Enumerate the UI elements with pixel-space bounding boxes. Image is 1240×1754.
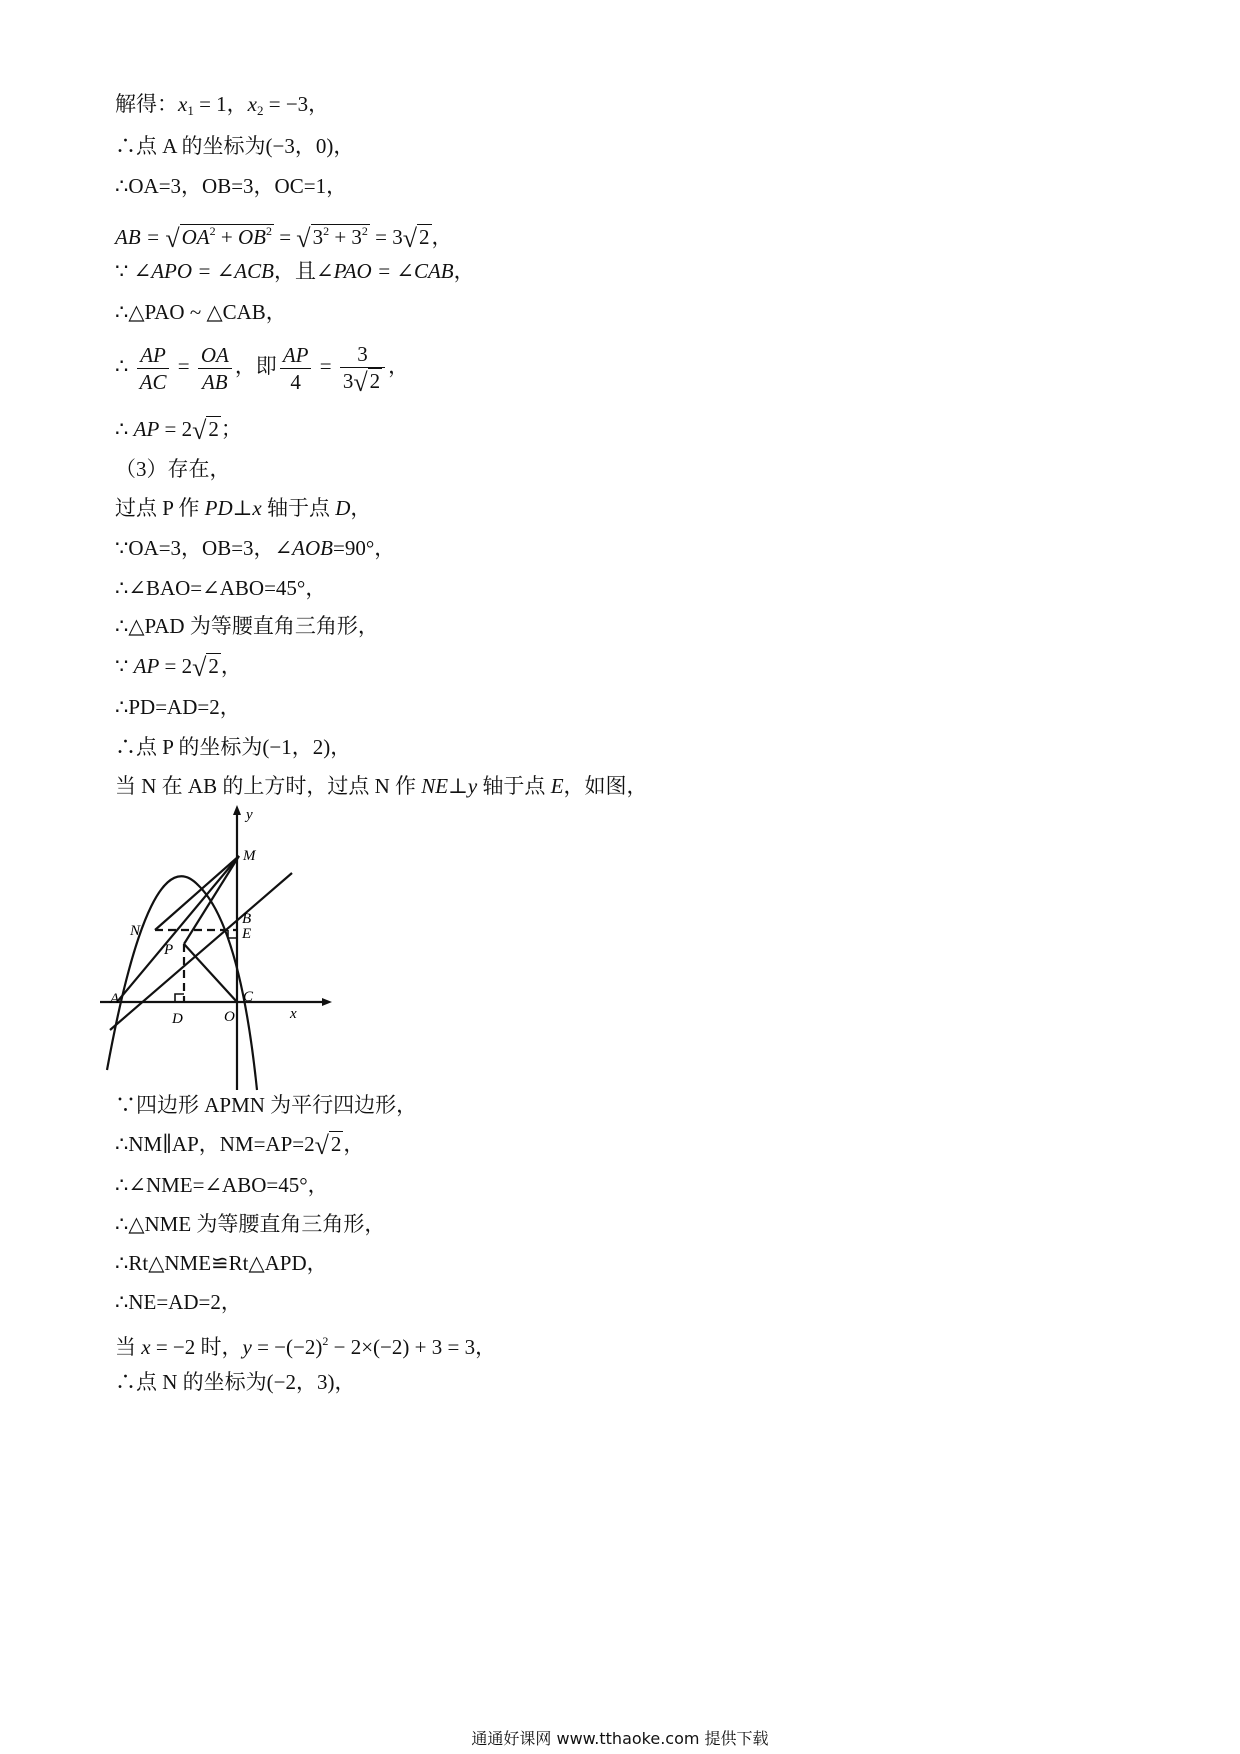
label-p: P bbox=[164, 942, 174, 958]
line-point-a: ∴点 A 的坐标为(−3，0)， bbox=[115, 134, 355, 158]
segment-po bbox=[184, 944, 237, 1002]
line-isosceles-nme: ∴△NME 为等腰直角三角形， bbox=[115, 1212, 386, 1236]
label-x: x bbox=[290, 1006, 297, 1022]
line-solve-roots: 解得：$x_1 = 1$，$x_2 = -3$， bbox=[115, 92, 330, 118]
footer-source: 通通好课网 www.tthaoke.com 提供下载 bbox=[471, 1729, 769, 1748]
line-ratio: ∴ $\frac{AP}{AC}$ = $\frac{OA}{AB}$ ，即 $\frac{AP}{4}$ = $\frac{3}{3√2}$ ， bbox=[115, 341, 410, 397]
line-right-angle: ∵OA=3，OB=3，∠AOB=90°， bbox=[115, 536, 396, 560]
line-nme-45: ∴∠NME=∠ABO=45°， bbox=[115, 1173, 329, 1197]
line-point-n: ∴点 N 的坐标为(−2，3)， bbox=[115, 1370, 356, 1394]
line-ab bbox=[110, 873, 292, 1030]
parabola-curve bbox=[107, 876, 257, 1090]
line-nm-ap: ∴NM∥AP，NM=AP=2√2， bbox=[115, 1131, 365, 1160]
line-angle-equal: ∵ ∠APO = ∠ACB，且∠PAO = ∠CAB， bbox=[115, 259, 475, 283]
label-e: E bbox=[242, 926, 252, 942]
line-45-deg: ∴∠BAO=∠ABO=45°， bbox=[115, 576, 327, 600]
y-axis-arrow-icon bbox=[233, 805, 241, 815]
line-ap-given: ∵ AP = 2√2， bbox=[115, 653, 242, 682]
line-point-p: ∴点 P 的坐标为(−1，2)， bbox=[115, 735, 352, 759]
x-axis-arrow-icon bbox=[322, 998, 332, 1006]
label-b: B bbox=[242, 911, 252, 927]
line-construct-ne: 当 N 在 AB 的上方时，过点 N 作 NE⊥y 轴于点 E，如图， bbox=[115, 774, 648, 798]
line-ap-value: ∴ AP = 2√2； bbox=[115, 416, 242, 445]
label-c: C bbox=[243, 989, 254, 1005]
geometry-figure bbox=[100, 805, 340, 1095]
label-a: A bbox=[110, 991, 120, 1007]
right-angle-mark-d bbox=[175, 994, 184, 1002]
line-evaluate: 当 x = −2 时，$y = -(-2)^2 - 2\times(-2) + 3 = 3$， bbox=[115, 1334, 497, 1359]
line-pd-ad: ∴PD=AD=2， bbox=[115, 695, 241, 719]
line-lengths: ∴OA=3，OB=3，OC=1， bbox=[115, 174, 348, 198]
line-ne-ad: ∴NE=AD=2， bbox=[115, 1290, 242, 1314]
line-congruent: ∴Rt△NME≌Rt△APD， bbox=[115, 1251, 328, 1275]
label-o: O bbox=[224, 1009, 235, 1025]
label-m: M bbox=[243, 848, 256, 864]
line-parallelogram: ∵四边形 APMN 为平行四边形， bbox=[115, 1093, 418, 1117]
right-angle-mark-e bbox=[228, 930, 237, 938]
label-n: N bbox=[130, 923, 141, 939]
line-construct-pd: 过点 P 作 PD⊥x 轴于点 D， bbox=[115, 496, 372, 520]
line-isosceles-pad: ∴△PAD 为等腰直角三角形， bbox=[115, 614, 379, 638]
label-d: D bbox=[172, 1011, 183, 1027]
line-part3: （3）存在， bbox=[115, 457, 231, 481]
line-similar: ∴△PAO ~ △CAB， bbox=[115, 300, 287, 324]
segment-nm bbox=[155, 856, 239, 930]
label-y: y bbox=[246, 807, 253, 823]
line-ab-length: AB = $√OA^2 + OB^2 = √3^2 + 3^2 = 3√2$， bbox=[115, 224, 453, 253]
